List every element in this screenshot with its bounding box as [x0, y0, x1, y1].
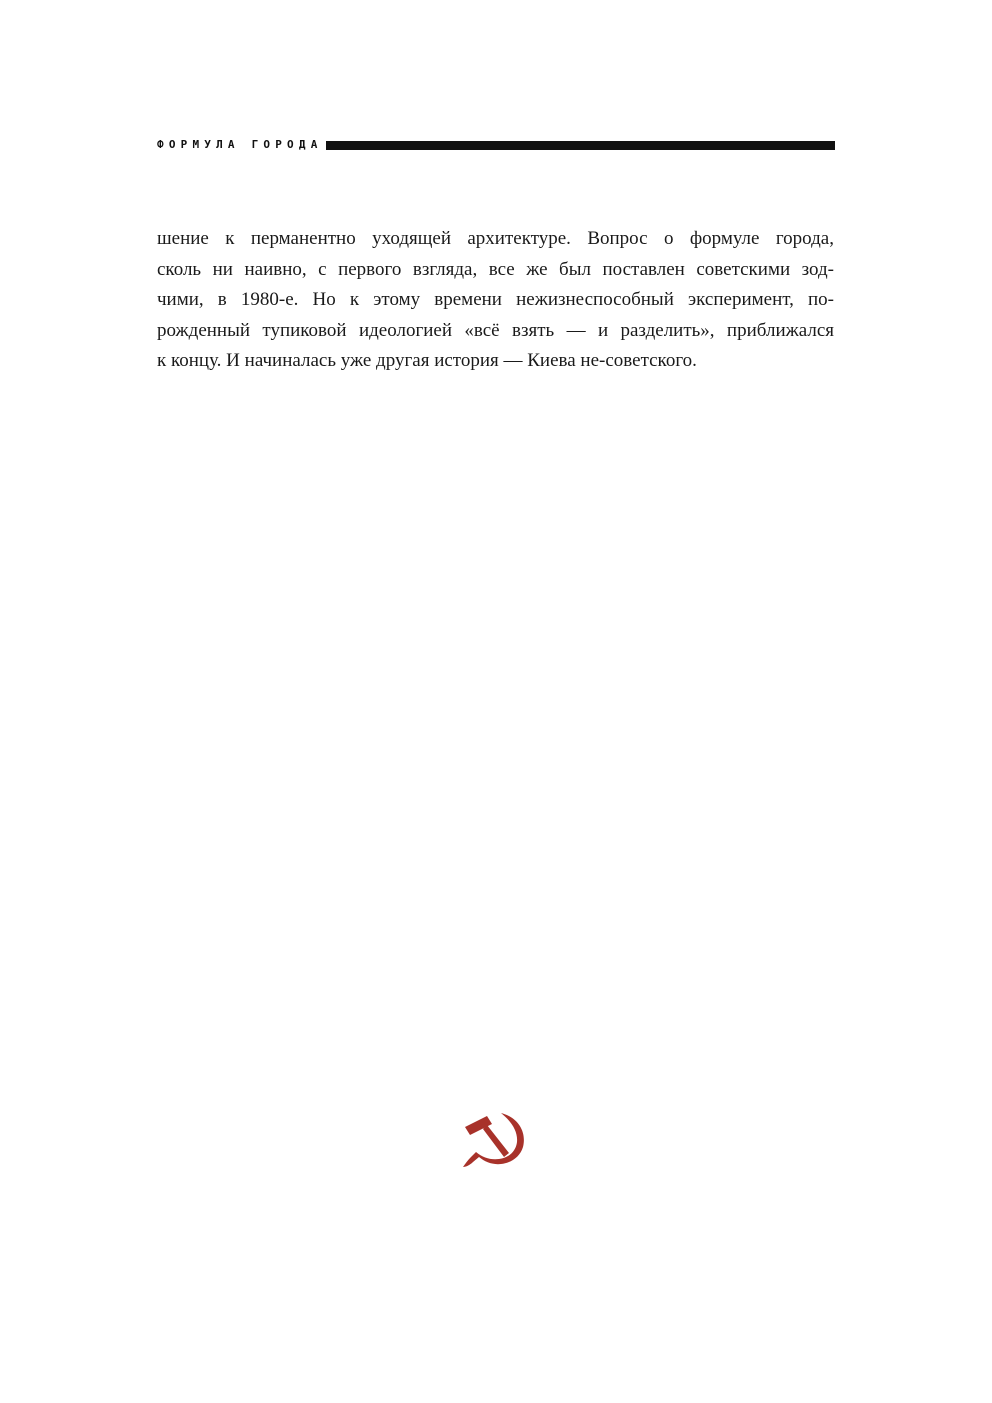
text-line: рожденный тупиковой идеологией «всё взять — и разделить», приближался: [157, 319, 834, 341]
text-line: шение к перманентно уходящей архитектуре. Вопрос о формуле города,: [157, 228, 834, 249]
running-head-title: ФОРМУЛА ГОРОДА: [157, 138, 323, 151]
hammer-and-sickle-icon: [461, 1107, 531, 1171]
text-line: к концу. И начиналась уже другая история — Киева не-советского.: [157, 350, 697, 371]
text-line: сколь ни наивно, с первого взгляда, все же был поставлен советскими зод-: [157, 258, 834, 280]
text-line: чими, в 1980-е. Но к этому времени нежизнеспособный эксперимент, по-: [157, 289, 834, 310]
body-paragraph: [157, 224, 834, 377]
running-head: [157, 136, 835, 154]
running-head-rule: [326, 141, 835, 150]
